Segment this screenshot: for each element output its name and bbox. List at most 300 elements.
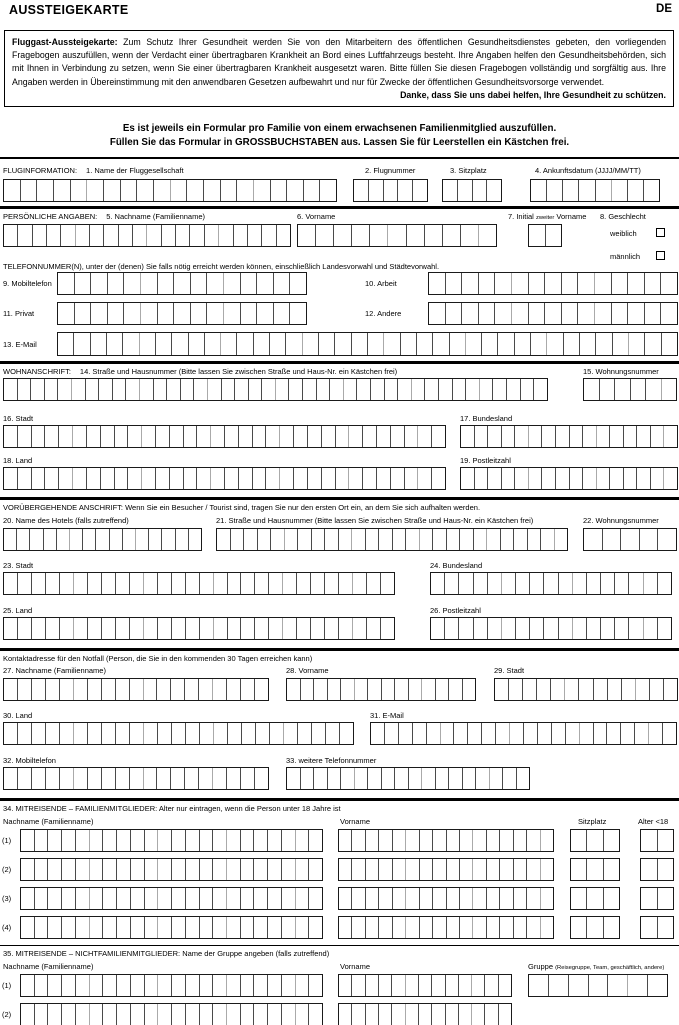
char-box[interactable] [89, 1004, 103, 1025]
char-box[interactable] [47, 859, 61, 880]
char-box[interactable] [528, 273, 545, 294]
char-box[interactable] [4, 225, 17, 246]
char-box[interactable] [418, 1004, 431, 1025]
char-box[interactable] [300, 768, 314, 789]
char-box[interactable] [89, 225, 103, 246]
char-box[interactable] [474, 468, 488, 489]
char-box[interactable] [69, 529, 82, 550]
char-box[interactable] [102, 1004, 116, 1025]
char-box[interactable] [256, 273, 273, 294]
char-box[interactable] [603, 888, 619, 909]
char-box[interactable] [448, 679, 462, 700]
char-box[interactable] [657, 618, 671, 639]
char-box[interactable] [199, 917, 213, 938]
char-box[interactable] [17, 573, 31, 594]
char-box[interactable] [368, 180, 383, 201]
char-box[interactable] [21, 1004, 34, 1025]
char-box[interactable] [75, 975, 89, 996]
char-box[interactable] [171, 618, 185, 639]
char-box[interactable] [513, 888, 526, 909]
char-box[interactable] [46, 225, 60, 246]
char-box[interactable] [513, 830, 526, 851]
char-box[interactable] [499, 888, 512, 909]
char-box[interactable] [481, 333, 497, 355]
char-box[interactable] [514, 333, 530, 355]
char-box[interactable] [144, 888, 158, 909]
char-box[interactable] [185, 859, 199, 880]
char-box[interactable] [569, 426, 583, 447]
char-box[interactable] [230, 529, 244, 550]
char-box[interactable] [487, 468, 501, 489]
char-box[interactable] [234, 379, 248, 400]
char-box[interactable] [171, 917, 185, 938]
family-2-last-name-input[interactable] [20, 858, 323, 881]
char-box[interactable] [475, 768, 489, 789]
char-box[interactable] [540, 917, 553, 938]
char-box[interactable] [582, 426, 596, 447]
char-box[interactable] [132, 225, 146, 246]
char-box[interactable] [196, 468, 210, 489]
char-box[interactable] [578, 679, 592, 700]
char-box[interactable] [59, 723, 73, 744]
email-input[interactable] [57, 332, 678, 356]
char-box[interactable] [445, 1004, 458, 1025]
char-box[interactable] [443, 180, 457, 201]
char-box[interactable] [21, 888, 34, 909]
char-box[interactable] [227, 573, 241, 594]
char-box[interactable] [478, 303, 495, 324]
char-box[interactable] [543, 573, 557, 594]
char-box[interactable] [621, 679, 635, 700]
char-box[interactable] [486, 830, 499, 851]
char-box[interactable] [143, 679, 157, 700]
char-box[interactable] [494, 303, 511, 324]
char-box[interactable] [87, 768, 101, 789]
char-box[interactable] [183, 468, 197, 489]
char-box[interactable] [571, 830, 586, 851]
char-box[interactable] [647, 975, 667, 996]
char-box[interactable] [408, 679, 422, 700]
char-box[interactable] [89, 975, 103, 996]
char-box[interactable] [352, 618, 366, 639]
char-box[interactable] [495, 723, 509, 744]
char-box[interactable] [546, 333, 562, 355]
char-box[interactable] [531, 180, 546, 201]
char-box[interactable] [432, 917, 445, 938]
char-box[interactable] [448, 768, 462, 789]
char-box[interactable] [100, 468, 114, 489]
char-box[interactable] [107, 273, 124, 294]
char-box[interactable] [418, 975, 431, 996]
char-box[interactable] [478, 273, 495, 294]
char-box[interactable] [180, 379, 194, 400]
char-box[interactable] [190, 273, 207, 294]
char-box[interactable] [378, 888, 391, 909]
char-box[interactable] [212, 768, 226, 789]
char-box[interactable] [199, 1004, 213, 1025]
char-box[interactable] [21, 917, 34, 938]
char-box[interactable] [171, 573, 185, 594]
emergency-city-input[interactable] [494, 678, 678, 701]
char-box[interactable] [383, 333, 399, 355]
char-box[interactable] [185, 573, 199, 594]
char-box[interactable] [526, 830, 539, 851]
family-4-seat-input[interactable] [570, 916, 620, 939]
char-box[interactable] [171, 975, 185, 996]
char-box[interactable] [75, 830, 89, 851]
char-box[interactable] [405, 529, 419, 550]
char-box[interactable] [432, 333, 448, 355]
char-box[interactable] [144, 917, 158, 938]
char-box[interactable] [127, 468, 141, 489]
char-box[interactable] [122, 333, 138, 355]
char-box[interactable] [101, 618, 115, 639]
char-box[interactable] [392, 888, 405, 909]
char-box[interactable] [21, 975, 34, 996]
char-box[interactable] [86, 426, 100, 447]
char-box[interactable] [516, 768, 530, 789]
family-3-first-name-input[interactable] [338, 887, 554, 910]
char-box[interactable] [397, 379, 411, 400]
char-box[interactable] [199, 723, 213, 744]
char-box[interactable] [600, 573, 614, 594]
char-box[interactable] [123, 273, 140, 294]
nonfamily-2-first-name-input[interactable] [338, 1003, 512, 1025]
char-box[interactable] [339, 830, 351, 851]
char-box[interactable] [405, 1004, 418, 1025]
char-box[interactable] [545, 225, 562, 246]
char-box[interactable] [366, 618, 380, 639]
char-box[interactable] [643, 573, 657, 594]
char-box[interactable] [198, 768, 212, 789]
char-box[interactable] [4, 180, 20, 201]
char-box[interactable] [75, 917, 89, 938]
char-box[interactable] [125, 379, 139, 400]
char-box[interactable] [213, 618, 227, 639]
char-box[interactable] [611, 273, 628, 294]
char-box[interactable] [354, 180, 368, 201]
char-box[interactable] [313, 768, 327, 789]
char-box[interactable] [45, 618, 59, 639]
char-box[interactable] [319, 180, 336, 201]
char-box[interactable] [588, 975, 608, 996]
char-box[interactable] [17, 618, 31, 639]
char-box[interactable] [44, 468, 58, 489]
char-box[interactable] [285, 333, 301, 355]
char-box[interactable] [529, 225, 545, 246]
char-box[interactable] [365, 975, 378, 996]
char-box[interactable] [641, 917, 657, 938]
char-box[interactable] [156, 679, 170, 700]
char-box[interactable] [384, 723, 398, 744]
char-box[interactable] [426, 723, 440, 744]
char-box[interactable] [356, 379, 370, 400]
char-box[interactable] [17, 723, 31, 744]
char-box[interactable] [281, 888, 295, 909]
char-box[interactable] [157, 273, 174, 294]
char-box[interactable] [253, 333, 269, 355]
char-box[interactable] [116, 975, 130, 996]
last-name-input[interactable] [3, 224, 291, 247]
char-box[interactable] [100, 426, 114, 447]
emergency-first-name-input[interactable] [286, 678, 476, 701]
char-box[interactable] [446, 859, 459, 880]
char-box[interactable] [240, 888, 254, 909]
char-box[interactable] [327, 679, 341, 700]
char-box[interactable] [238, 426, 252, 447]
char-box[interactable] [184, 679, 198, 700]
nonfamily-1-last-name-input[interactable] [20, 974, 323, 997]
char-box[interactable] [199, 888, 213, 909]
char-box[interactable] [45, 768, 59, 789]
char-box[interactable] [226, 830, 240, 851]
char-box[interactable] [432, 859, 445, 880]
char-box[interactable] [284, 529, 298, 550]
char-box[interactable] [34, 975, 48, 996]
char-box[interactable] [406, 225, 424, 246]
char-box[interactable] [103, 225, 117, 246]
char-box[interactable] [102, 975, 116, 996]
char-box[interactable] [460, 225, 478, 246]
char-box[interactable] [210, 468, 224, 489]
char-box[interactable] [185, 723, 199, 744]
char-box[interactable] [226, 859, 240, 880]
char-box[interactable] [540, 888, 553, 909]
char-box[interactable] [650, 468, 664, 489]
char-box[interactable] [544, 273, 561, 294]
char-box[interactable] [87, 679, 101, 700]
char-box[interactable] [89, 888, 103, 909]
char-box[interactable] [643, 618, 657, 639]
char-box[interactable] [603, 859, 619, 880]
char-box[interactable] [501, 573, 515, 594]
char-box[interactable] [240, 830, 254, 851]
char-box[interactable] [212, 917, 226, 938]
char-box[interactable] [663, 468, 677, 489]
char-box[interactable] [586, 888, 602, 909]
char-box[interactable] [281, 830, 295, 851]
char-box[interactable] [577, 273, 594, 294]
char-box[interactable] [340, 768, 354, 789]
char-box[interactable] [555, 426, 569, 447]
char-box[interactable] [446, 830, 459, 851]
char-box[interactable] [155, 468, 169, 489]
char-box[interactable] [161, 529, 174, 550]
char-box[interactable] [594, 273, 611, 294]
char-box[interactable] [648, 723, 662, 744]
char-box[interactable] [157, 917, 171, 938]
char-box[interactable] [140, 303, 157, 324]
char-box[interactable] [89, 830, 103, 851]
char-box[interactable] [199, 573, 213, 594]
char-box[interactable] [419, 830, 432, 851]
char-box[interactable] [494, 273, 511, 294]
char-box[interactable] [273, 273, 290, 294]
char-box[interactable] [240, 573, 254, 594]
char-box[interactable] [123, 303, 140, 324]
char-box[interactable] [311, 529, 325, 550]
char-box[interactable] [529, 975, 548, 996]
char-box[interactable] [240, 273, 257, 294]
char-box[interactable] [303, 180, 320, 201]
other-phone-input[interactable] [428, 302, 678, 325]
char-box[interactable] [45, 573, 59, 594]
char-box[interactable] [644, 303, 661, 324]
char-box[interactable] [20, 180, 37, 201]
char-box[interactable] [308, 917, 322, 938]
char-box[interactable] [130, 1004, 144, 1025]
home-state-input[interactable] [460, 425, 678, 448]
char-box[interactable] [445, 303, 462, 324]
char-box[interactable] [173, 273, 190, 294]
char-box[interactable] [243, 529, 257, 550]
char-box[interactable] [224, 468, 238, 489]
char-box[interactable] [338, 618, 352, 639]
char-box[interactable] [296, 573, 310, 594]
char-box[interactable] [351, 225, 369, 246]
char-box[interactable] [394, 768, 408, 789]
char-box[interactable] [595, 180, 611, 201]
char-box[interactable] [376, 468, 390, 489]
char-box[interactable] [73, 333, 89, 355]
char-box[interactable] [47, 888, 61, 909]
char-box[interactable] [31, 768, 45, 789]
char-box[interactable] [412, 180, 427, 201]
char-box[interactable] [620, 723, 634, 744]
char-box[interactable] [275, 379, 289, 400]
char-box[interactable] [106, 333, 122, 355]
char-box[interactable] [130, 859, 144, 880]
char-box[interactable] [31, 723, 45, 744]
char-box[interactable] [115, 723, 129, 744]
char-box[interactable] [116, 859, 130, 880]
char-box[interactable] [600, 618, 614, 639]
char-box[interactable] [157, 859, 171, 880]
char-box[interactable] [307, 468, 321, 489]
char-box[interactable] [130, 830, 144, 851]
char-box[interactable] [240, 917, 254, 938]
char-box[interactable] [511, 273, 528, 294]
char-box[interactable] [115, 573, 129, 594]
char-box[interactable] [53, 180, 70, 201]
char-box[interactable] [502, 768, 516, 789]
char-box[interactable] [156, 768, 170, 789]
char-box[interactable] [489, 768, 503, 789]
char-box[interactable] [307, 426, 321, 447]
char-box[interactable] [472, 859, 485, 880]
char-box[interactable] [405, 917, 418, 938]
char-box[interactable] [295, 1004, 309, 1025]
char-box[interactable] [282, 573, 296, 594]
mobile-input[interactable] [57, 272, 307, 295]
char-box[interactable] [236, 180, 253, 201]
char-box[interactable] [614, 573, 628, 594]
char-box[interactable] [627, 303, 644, 324]
char-box[interactable] [139, 333, 155, 355]
char-box[interactable] [442, 225, 460, 246]
char-box[interactable] [445, 975, 458, 996]
char-box[interactable] [474, 426, 488, 447]
char-box[interactable] [295, 859, 309, 880]
char-box[interactable] [101, 723, 115, 744]
char-box[interactable] [487, 426, 501, 447]
char-box[interactable] [514, 426, 528, 447]
char-box[interactable] [4, 723, 17, 744]
char-box[interactable] [472, 917, 485, 938]
char-box[interactable] [173, 303, 190, 324]
char-box[interactable] [21, 830, 34, 851]
char-box[interactable] [351, 1004, 364, 1025]
family-1-seat-input[interactable] [570, 829, 620, 852]
char-box[interactable] [295, 917, 309, 938]
char-box[interactable] [405, 859, 418, 880]
char-box[interactable] [31, 426, 45, 447]
char-box[interactable] [293, 426, 307, 447]
char-box[interactable] [327, 768, 341, 789]
char-box[interactable] [324, 529, 338, 550]
char-box[interactable] [555, 468, 569, 489]
char-box[interactable] [171, 723, 185, 744]
char-box[interactable] [4, 618, 17, 639]
char-box[interactable] [267, 859, 281, 880]
char-box[interactable] [157, 723, 171, 744]
char-box[interactable] [419, 529, 433, 550]
char-box[interactable] [310, 573, 324, 594]
char-box[interactable] [253, 830, 267, 851]
emergency-email-input[interactable] [370, 722, 677, 745]
char-box[interactable] [188, 529, 201, 550]
char-box[interactable] [169, 426, 183, 447]
family-3-seat-input[interactable] [570, 887, 620, 910]
char-box[interactable] [34, 1004, 48, 1025]
char-box[interactable] [73, 573, 87, 594]
char-box[interactable] [348, 468, 362, 489]
family-4-age-input[interactable] [640, 916, 674, 939]
char-box[interactable] [501, 618, 515, 639]
char-box[interactable] [102, 830, 116, 851]
char-box[interactable] [227, 723, 241, 744]
char-box[interactable] [390, 426, 404, 447]
char-box[interactable] [431, 426, 445, 447]
char-box[interactable] [255, 723, 269, 744]
char-box[interactable] [661, 333, 677, 355]
char-box[interactable] [129, 679, 143, 700]
char-box[interactable] [657, 888, 674, 909]
char-box[interactable] [186, 180, 203, 201]
char-box[interactable] [325, 723, 339, 744]
char-box[interactable] [87, 723, 101, 744]
char-box[interactable] [458, 618, 472, 639]
char-box[interactable] [47, 975, 61, 996]
char-box[interactable] [564, 679, 578, 700]
char-box[interactable] [4, 529, 16, 550]
char-box[interactable] [129, 768, 143, 789]
char-box[interactable] [523, 723, 537, 744]
char-box[interactable] [444, 573, 458, 594]
char-box[interactable] [536, 679, 550, 700]
char-box[interactable] [198, 679, 212, 700]
char-box[interactable] [465, 333, 481, 355]
char-box[interactable] [365, 1004, 378, 1025]
char-box[interactable] [514, 468, 528, 489]
char-box[interactable] [563, 333, 579, 355]
char-box[interactable] [644, 273, 661, 294]
char-box[interactable] [636, 426, 650, 447]
char-box[interactable] [120, 180, 137, 201]
char-box[interactable] [528, 426, 542, 447]
char-box[interactable] [405, 830, 418, 851]
char-box[interactable] [220, 180, 237, 201]
